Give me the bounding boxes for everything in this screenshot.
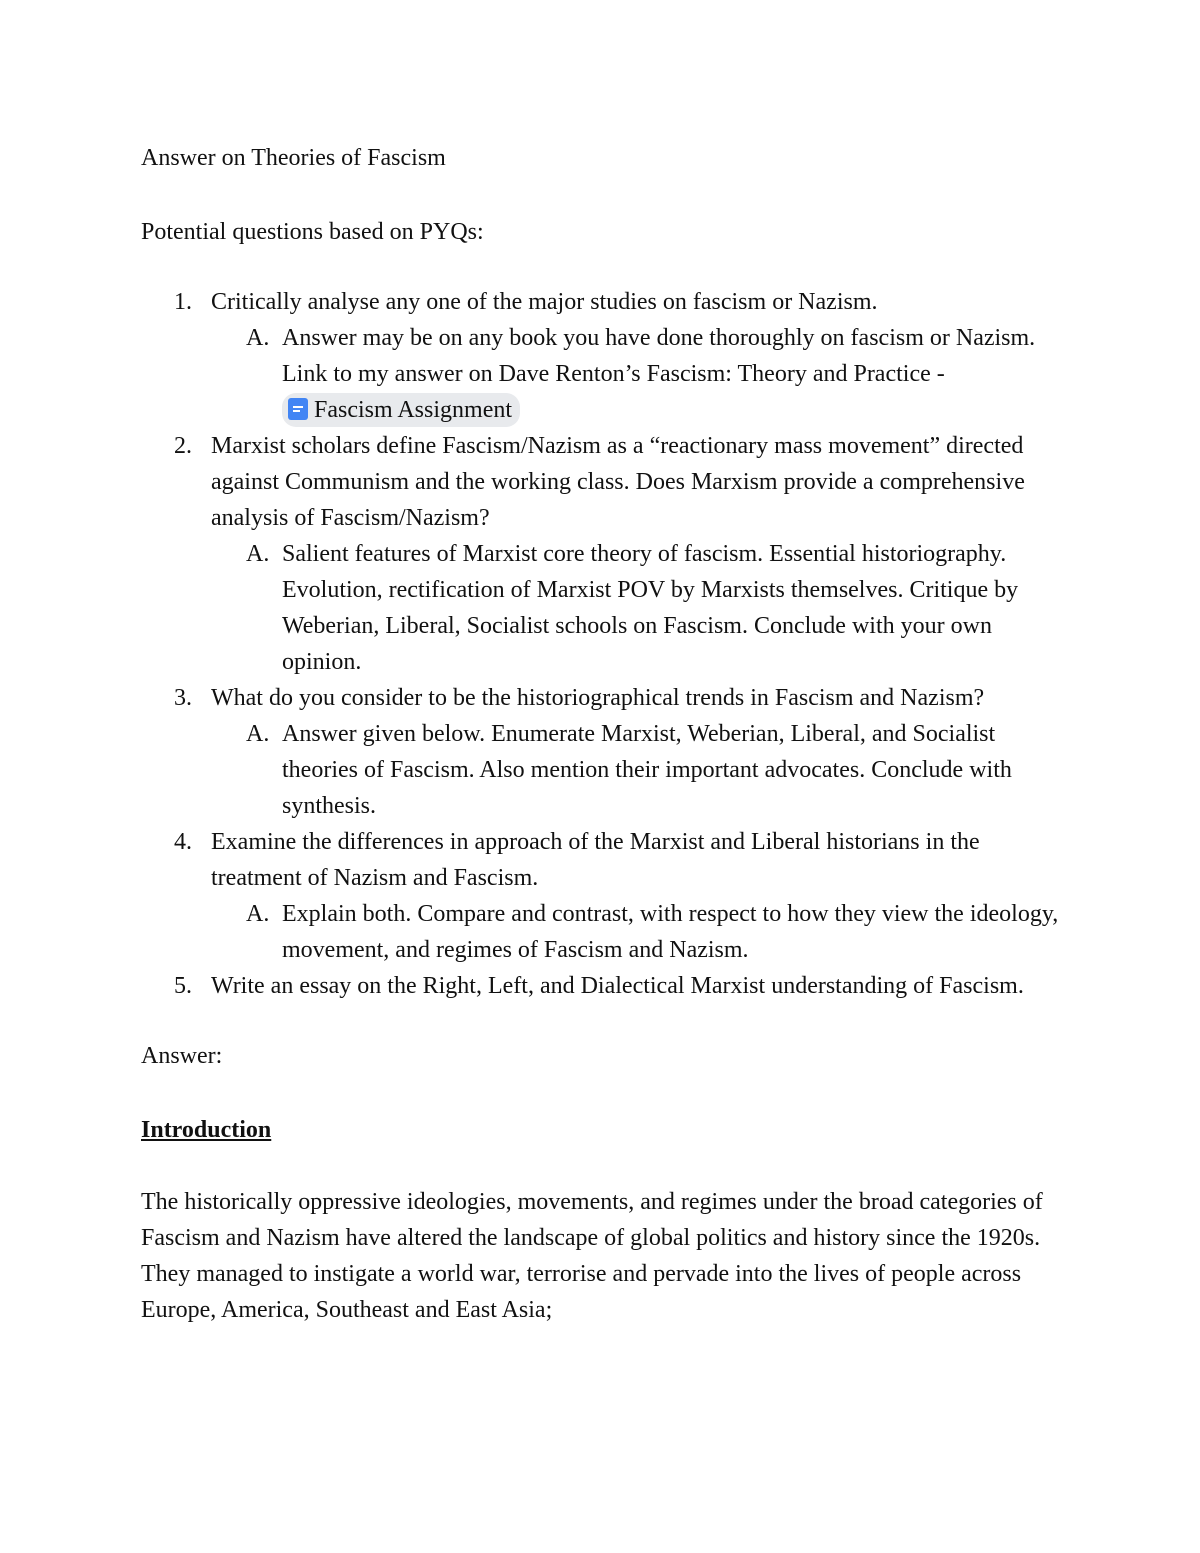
answer-label: Answer: bbox=[141, 1043, 223, 1069]
question-text: Write an essay on the Right, Left, and Dialectical Marxist understanding of Fascism. bbox=[211, 973, 1024, 999]
document-title: Answer on Theories of Fascism bbox=[141, 145, 446, 171]
question-text: Examine the differences in approach of the Marxist and Liberal historians in the treatment of Nazism and Fascism. bbox=[211, 829, 980, 891]
question-text: Marxist scholars define Fascism/Nazism as a “reactionary mass movement” directed against Communism and the working class. Does Marxism provide a comprehensive analysis of Fascism/Nazism? bbox=[211, 433, 1025, 531]
question-number: 1. bbox=[174, 289, 192, 315]
question-list bbox=[141, 284, 1061, 1004]
question-number: 4. bbox=[174, 829, 192, 855]
question-item-1 bbox=[141, 284, 1061, 428]
sub-item-text: Explain both. Compare and contrast, with respect to how they view the ideology, movement, and regimes of Fascism and Nazism. bbox=[282, 901, 1059, 963]
question-number: 5. bbox=[174, 973, 192, 999]
section-heading-introduction: Introduction bbox=[141, 1117, 272, 1143]
fascism-assignment-link-chip[interactable] bbox=[282, 393, 520, 427]
question-sub-item bbox=[211, 320, 1061, 428]
link-chip-label: Fascism Assignment bbox=[314, 397, 513, 423]
sub-item-text: Salient features of Marxist core theory of fascism. Essential historiography. Evolution, rectification of Marxist POV by Marxists themselves. Critique by Weberian, Liberal, Socialist schools on Fascism. Conclude with your own opinion. bbox=[282, 541, 1019, 675]
question-text: Critically analyse any one of the major studies on fascism or Nazism. bbox=[211, 289, 878, 315]
intro-paragraph: The historically oppressive ideologies, movements, and regimes under the broad categories of Fascism and Nazism have altered the landscape of global politics and history since the 1920s. They managed to instigate a world war, terrorise and pervade into the lives of people across Europe, America, Southeast and East Asia; bbox=[141, 1189, 1043, 1323]
sub-item-letter: A. bbox=[246, 901, 270, 927]
document-page bbox=[141, 140, 1061, 1328]
question-item-4 bbox=[141, 824, 1061, 968]
sub-item-letter: A. bbox=[246, 541, 270, 567]
google-docs-icon bbox=[288, 398, 308, 420]
question-number: 2. bbox=[174, 433, 192, 459]
question-item-2 bbox=[141, 428, 1061, 680]
question-sub-item bbox=[211, 896, 1061, 968]
question-text: What do you consider to be the historiographical trends in Fascism and Nazism? bbox=[211, 685, 985, 711]
sub-item-letter: A. bbox=[246, 325, 270, 351]
question-item-5 bbox=[141, 968, 1061, 1004]
questions-subtitle: Potential questions based on PYQs: bbox=[141, 219, 484, 245]
sub-item-letter: A. bbox=[246, 721, 270, 747]
question-sub-item bbox=[211, 716, 1061, 824]
question-sub-item bbox=[211, 536, 1061, 680]
question-number: 3. bbox=[174, 685, 192, 711]
sub-item-text: Answer may be on any book you have done thoroughly on fascism or Nazism. Link to my answer on Dave Renton’s Fascism: Theory and Practice - bbox=[282, 325, 1036, 387]
question-item-3 bbox=[141, 680, 1061, 824]
sub-item-text: Answer given below. Enumerate Marxist, Weberian, Liberal, and Socialist theories of Fascism. Also mention their important advocates. Conclude with synthesis. bbox=[282, 721, 1012, 819]
